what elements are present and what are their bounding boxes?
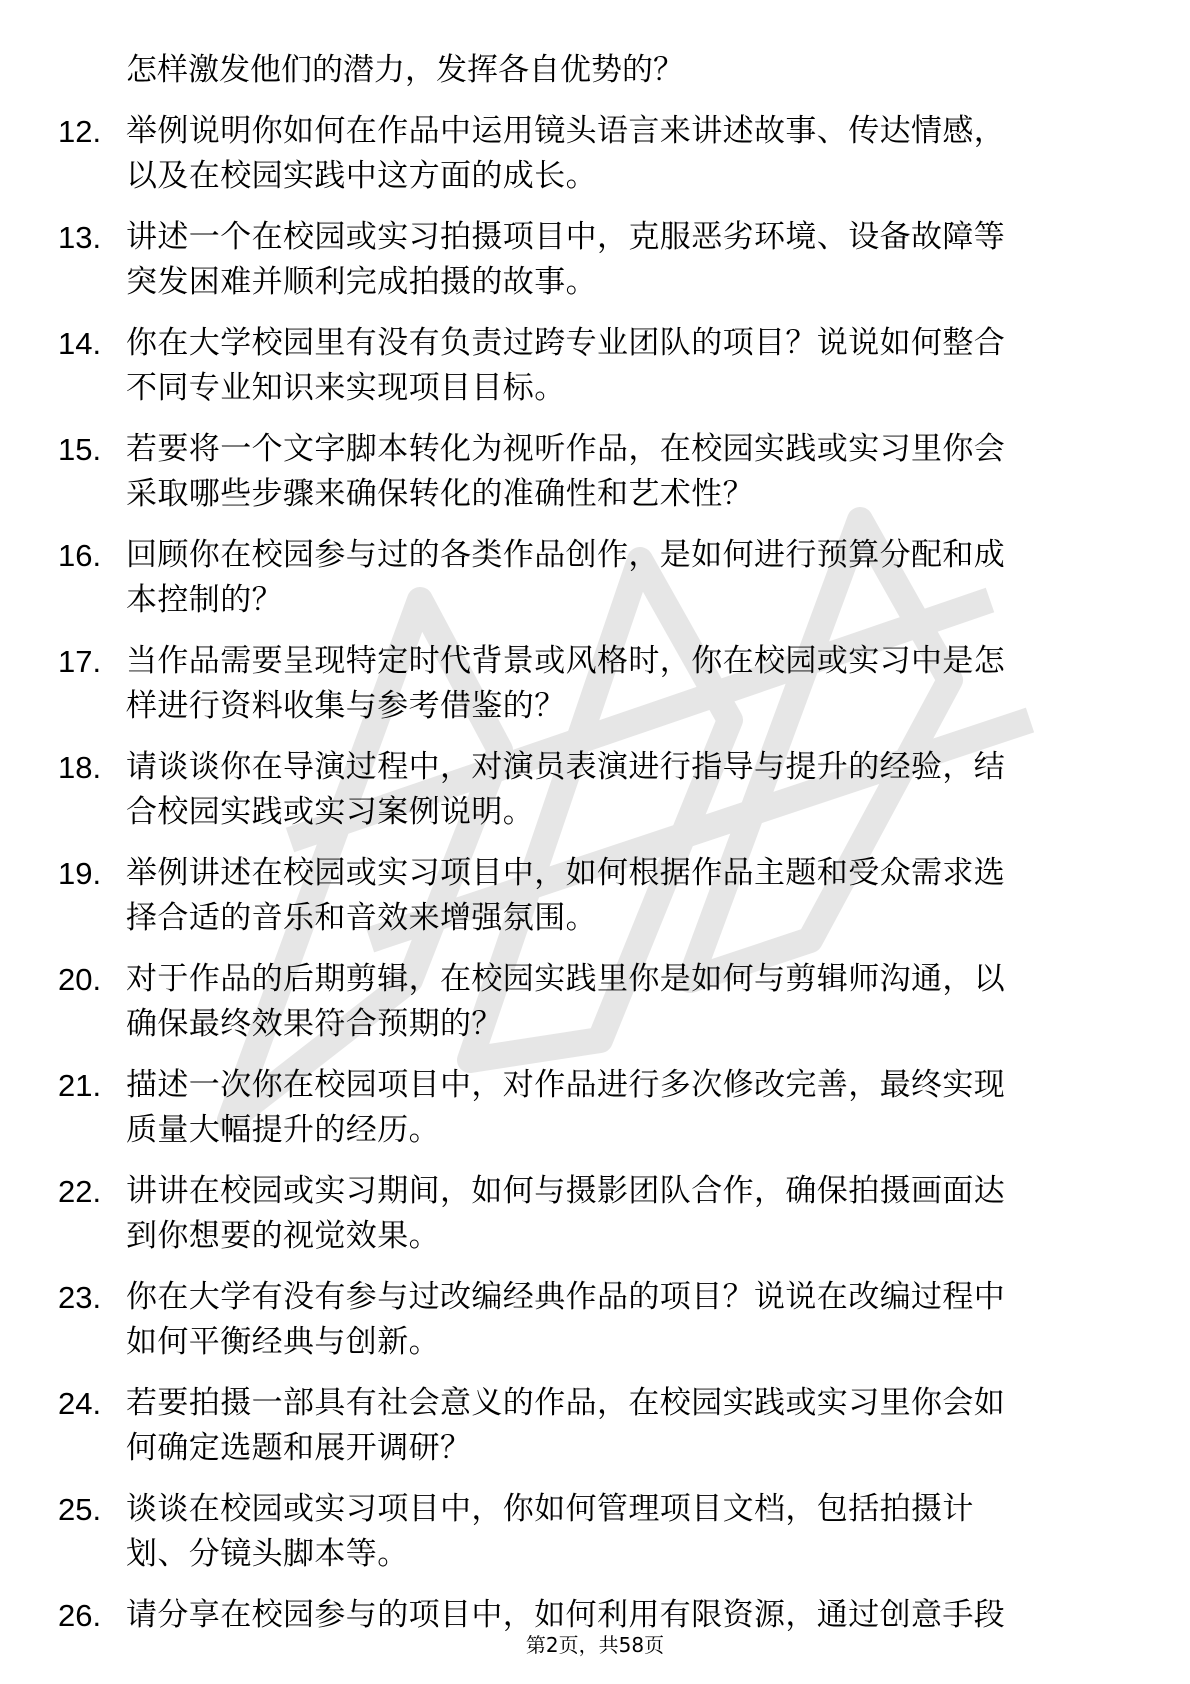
question-item [58, 109, 1118, 199]
question-item [58, 851, 1118, 941]
question-item [58, 215, 1118, 305]
question-text-line: 你在大学校园里有没有负责过跨专业团队的项目？说说如何整合 [126, 325, 1006, 361]
question-text-line: 样进行资料收集与参考借鉴的？ [126, 688, 566, 724]
question-number: 17. [58, 644, 102, 679]
question-number: 26. [58, 1598, 102, 1633]
question-text-line: 划、分镜头脚本等。 [126, 1536, 409, 1572]
question-item [58, 957, 1118, 1047]
question-text-line: 采取哪些步骤来确保转化的准确性和艺术性？ [126, 476, 754, 512]
question-text-line: 对于作品的后期剪辑，在校园实践里你是如何与剪辑师沟通，以 [126, 961, 1006, 997]
question-number: 22. [58, 1174, 102, 1209]
question-text [126, 321, 1116, 411]
question-number: 16. [58, 538, 102, 573]
question-number: 24. [58, 1386, 102, 1421]
question-number: 15. [58, 432, 102, 467]
question-text-line: 本控制的？ [126, 582, 283, 618]
question-item [58, 427, 1118, 517]
question-item [58, 639, 1118, 729]
question-text-line: 请谈谈你在导演过程中，对演员表演进行指导与提升的经验，结 [126, 749, 1006, 785]
question-text-line: 不同专业知识来实现项目目标。 [126, 370, 566, 406]
question-text [126, 215, 1116, 305]
question-text [126, 533, 1116, 623]
question-number: 12. [58, 114, 102, 149]
question-list [58, 48, 1118, 1654]
question-text-line: 若要将一个文字脚本转化为视听作品，在校园实践或实习里你会 [126, 431, 1006, 467]
question-text-line: 何确定选题和展开调研？ [126, 1430, 472, 1466]
question-number: 25. [58, 1492, 102, 1527]
question-text-line: 讲讲在校园或实习期间，如何与摄影团队合作，确保拍摄画面达 [126, 1173, 1006, 1209]
question-items [58, 109, 1118, 1638]
question-text [126, 745, 1116, 835]
question-number: 20. [58, 962, 102, 997]
question-text [126, 1169, 1116, 1259]
question-text-line: 描述一次你在校园项目中，对作品进行多次修改完善，最终实现 [126, 1067, 1006, 1103]
question-text-line: 以及在校园实践中这方面的成长。 [126, 158, 597, 194]
question-text [126, 957, 1116, 1047]
question-number: 19. [58, 856, 102, 891]
question-item [58, 1063, 1118, 1153]
question-item [58, 745, 1118, 835]
question-text-line: 谈谈在校园或实习项目中，你如何管理项目文档，包括拍摄计 [126, 1491, 974, 1527]
question-text [126, 1487, 1116, 1577]
question-text-line: 回顾你在校园参与过的各类作品创作，是如何进行预算分配和成 [126, 537, 1006, 573]
page-footer: 第2页，共58页 [525, 1633, 665, 1657]
continuation-line: 怎样激发他们的潜力，发挥各自优势的？ [126, 52, 684, 88]
question-text-line: 如何平衡经典与创新。 [126, 1324, 440, 1360]
question-text-line: 举例讲述在校园或实习项目中，如何根据作品主题和受众需求选 [126, 855, 1006, 891]
question-number: 23. [58, 1280, 102, 1315]
question-text-line: 确保最终效果符合预期的？ [126, 1006, 503, 1042]
question-number: 13. [58, 220, 102, 255]
question-item [58, 321, 1118, 411]
question-number: 21. [58, 1068, 102, 1103]
question-item [58, 1487, 1118, 1577]
question-item [58, 1381, 1118, 1471]
question-text [126, 1063, 1116, 1153]
question-text-line: 讲述一个在校园或实习拍摄项目中，克服恶劣环境、设备故障等 [126, 219, 1006, 255]
question-text-line: 若要拍摄一部具有社会意义的作品，在校园实践或实习里你会如 [126, 1385, 1006, 1421]
question-number: 18. [58, 750, 102, 785]
question-item [58, 1593, 1118, 1638]
question-text [126, 851, 1116, 941]
question-text-line: 到你想要的视觉效果。 [126, 1218, 440, 1254]
question-text-line: 请分享在校园参与的项目中，如何利用有限资源，通过创意手段 [126, 1597, 1006, 1633]
question-text-line: 合校园实践或实习案例说明。 [126, 794, 535, 830]
question-text-line: 择合适的音乐和音效来增强氛围。 [126, 900, 597, 936]
question-item [58, 533, 1118, 623]
question-item [58, 1275, 1118, 1365]
question-text [126, 1381, 1116, 1471]
question-text [126, 1593, 1116, 1638]
question-item [58, 1169, 1118, 1259]
question-text-line: 当作品需要呈现特定时代背景或风格时，你在校园或实习中是怎 [126, 643, 1006, 679]
question-text [126, 109, 1116, 199]
question-text-line: 质量大幅提升的经历。 [126, 1112, 440, 1148]
question-text [126, 427, 1116, 517]
question-text-line: 举例说明你如何在作品中运用镜头语言来讲述故事、传达情感， [126, 113, 1006, 149]
question-number: 14. [58, 326, 102, 361]
question-text-line: 你在大学有没有参与过改编经典作品的项目？说说在改编过程中 [126, 1279, 1006, 1315]
question-text [126, 1275, 1116, 1365]
question-text-line: 突发困难并顺利完成拍摄的故事。 [126, 264, 597, 300]
question-text [126, 639, 1116, 729]
